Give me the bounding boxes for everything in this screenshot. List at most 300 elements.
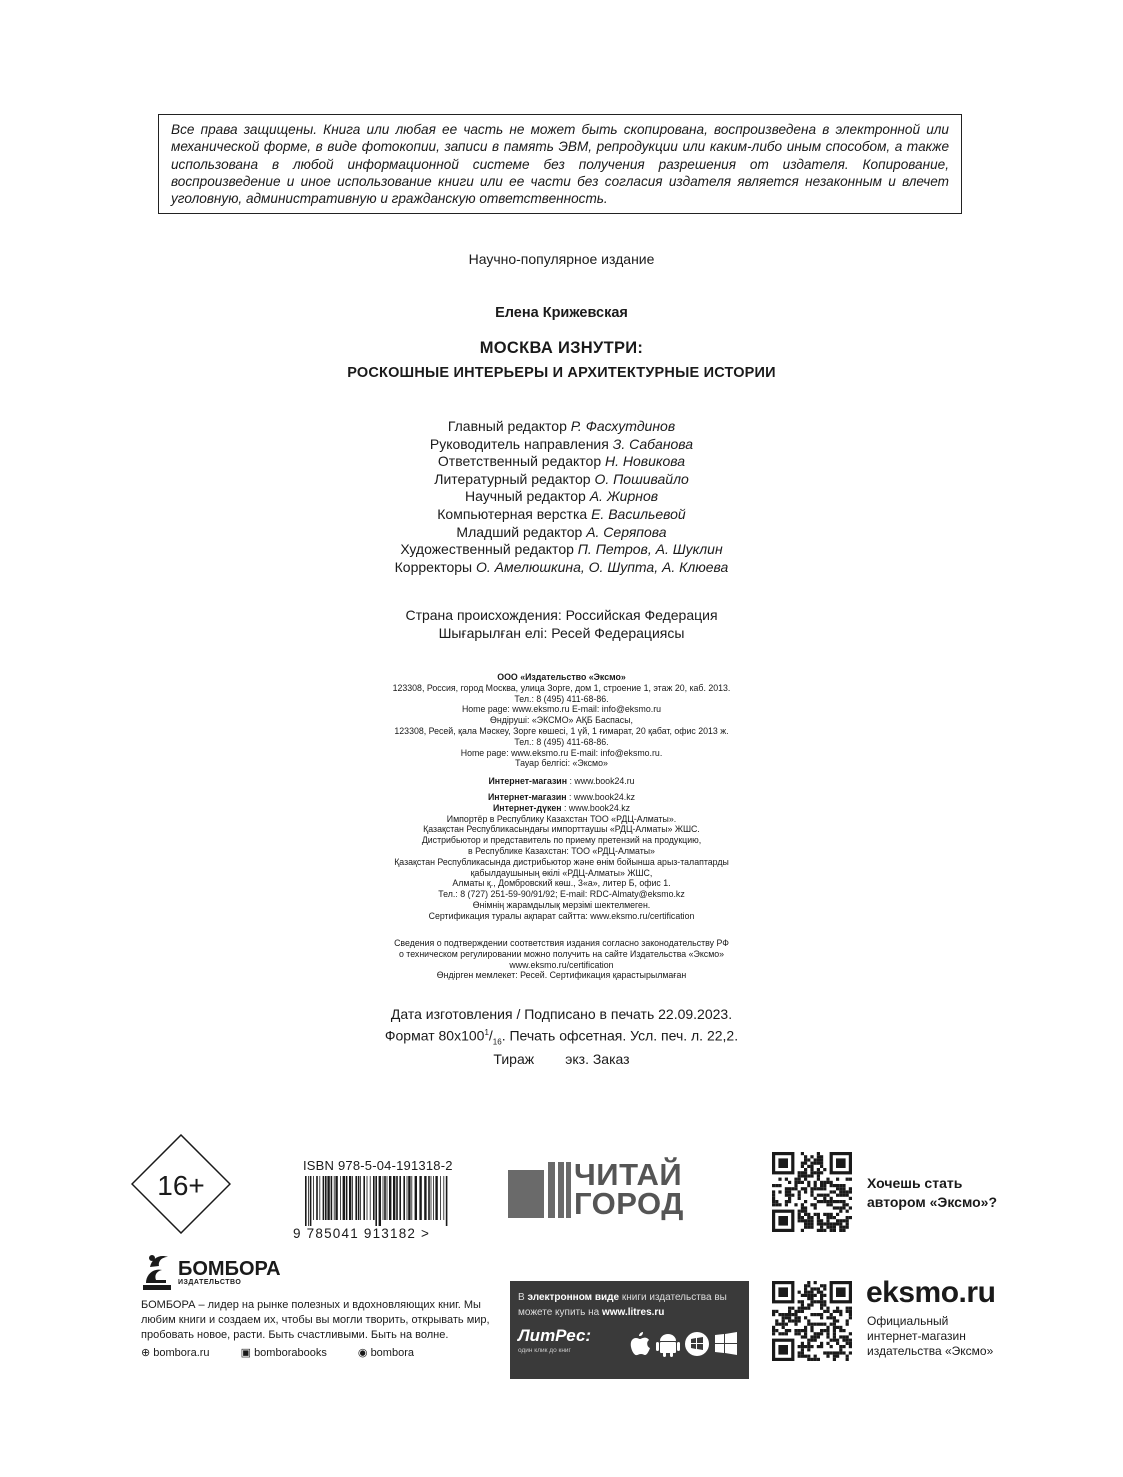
qr-module <box>846 1310 849 1313</box>
qr-module <box>820 1313 823 1316</box>
staff-credit <box>0 453 1123 471</box>
certification-info <box>0 938 1123 981</box>
qr-module <box>823 1229 826 1232</box>
qr-module <box>826 1351 829 1354</box>
qr-module <box>849 1339 852 1342</box>
qr-module <box>810 1294 813 1297</box>
qr-module <box>804 1345 807 1348</box>
qr-module <box>836 1213 839 1216</box>
barcode-bar <box>446 1176 448 1226</box>
qr-module <box>814 1294 817 1297</box>
barcode-bar <box>399 1176 401 1220</box>
print-details <box>0 1006 1123 1068</box>
qr-module <box>788 1313 791 1316</box>
qr-module <box>772 1194 775 1197</box>
qr-module <box>814 1181 817 1184</box>
qr-module <box>801 1210 804 1213</box>
qr-module <box>817 1187 820 1190</box>
qr-module <box>804 1222 807 1225</box>
qr-module <box>820 1158 823 1161</box>
qr-module <box>807 1323 810 1326</box>
staff-credit <box>0 436 1123 454</box>
publisher-line: 123308, Ресей, қала Мәскеу, Зорге көшесі, 1 үй, 1 ғимарат, 20 қабат, офис 2013 ж. <box>394 725 729 736</box>
qr-module <box>820 1171 823 1174</box>
qr-module <box>823 1187 826 1190</box>
qr-module <box>798 1319 801 1322</box>
bombora-sub: ИЗДАТЕЛЬСТВО <box>178 1278 242 1286</box>
qr-module <box>817 1229 820 1232</box>
qr-module <box>775 1200 778 1203</box>
qr-module <box>798 1216 801 1219</box>
qr-module <box>849 1316 852 1319</box>
qr-module <box>817 1219 820 1222</box>
qr-module <box>807 1339 810 1342</box>
qr-module <box>823 1284 826 1287</box>
qr-module <box>846 1190 849 1193</box>
qr-module <box>794 1187 797 1190</box>
distributor-line: Алматы қ., Домбровский көш., 3«а», литер Б, офис 1. <box>452 878 671 889</box>
qr-module <box>791 1187 794 1190</box>
qr-module <box>807 1358 810 1361</box>
qr-module <box>839 1219 842 1222</box>
qr-module <box>826 1329 829 1332</box>
barcode-bar <box>346 1176 348 1220</box>
qr-module <box>842 1335 845 1338</box>
publisher-line: Тел.: 8 (495) 411-68-86. <box>514 736 609 747</box>
qr-code-author <box>772 1152 852 1232</box>
qr-module <box>804 1206 807 1209</box>
qr-code-eksmo <box>772 1281 852 1361</box>
qr-module <box>820 1162 823 1165</box>
qr-module <box>836 1319 839 1322</box>
qr-module <box>801 1165 804 1168</box>
qr-module <box>801 1187 804 1190</box>
qr-module <box>823 1222 826 1225</box>
qr-module <box>836 1200 839 1203</box>
qr-module <box>791 1307 794 1310</box>
social-telegram[interactable]: ◉ bombora <box>357 1347 414 1359</box>
qr-module <box>788 1181 791 1184</box>
qr-module <box>817 1358 820 1361</box>
qr-module <box>826 1326 829 1329</box>
social-vk[interactable]: ▣ bomborabooks <box>240 1347 327 1359</box>
country-of-origin <box>0 606 1123 642</box>
qr-module <box>814 1203 817 1206</box>
barcode-bar <box>370 1176 371 1220</box>
staff-credit <box>0 559 1123 577</box>
qr-module <box>823 1184 826 1187</box>
qr-module <box>782 1313 785 1316</box>
qr-module <box>820 1219 823 1222</box>
qr-module <box>782 1316 785 1319</box>
qr-module <box>839 1226 842 1229</box>
qr-module <box>804 1329 807 1332</box>
qr-module <box>804 1213 807 1216</box>
qr-module <box>814 1300 817 1303</box>
qr-module <box>782 1332 785 1335</box>
qr-module <box>833 1222 836 1225</box>
qr-module <box>804 1294 807 1297</box>
qr-module <box>846 1216 849 1219</box>
qr-module <box>830 1351 833 1354</box>
shop-ru-label: Интернет-магазин <box>488 776 568 786</box>
qr-finder <box>778 1216 788 1226</box>
qr-module <box>814 1162 817 1165</box>
qr-module <box>804 1190 807 1193</box>
qr-module <box>820 1332 823 1335</box>
qr-module <box>788 1316 791 1319</box>
qr-module <box>807 1303 810 1306</box>
qr-module <box>801 1329 804 1332</box>
qr-module <box>817 1332 820 1335</box>
qr-module <box>846 1339 849 1342</box>
qr-module <box>833 1329 836 1332</box>
qr-module <box>833 1335 836 1338</box>
platform-icons <box>627 1329 743 1357</box>
qr-module <box>798 1197 801 1200</box>
qr-module <box>782 1319 785 1322</box>
qr-module <box>820 1297 823 1300</box>
qr-module <box>849 1216 852 1219</box>
qr-module <box>833 1200 836 1203</box>
litres-text: В электронном виде книги издательства вы можете купить на www.litres.ru <box>518 1292 727 1318</box>
qr-module <box>798 1332 801 1335</box>
qr-module <box>826 1335 829 1338</box>
qr-module <box>817 1313 820 1316</box>
qr-module <box>830 1323 833 1326</box>
qr-module <box>846 1355 849 1358</box>
qr-module <box>807 1294 810 1297</box>
qr-module <box>817 1171 820 1174</box>
qr-module <box>849 1197 852 1200</box>
qr-module <box>807 1213 810 1216</box>
qr-module <box>814 1184 817 1187</box>
qr-module <box>830 1226 833 1229</box>
qr-module <box>804 1287 807 1290</box>
qr-module <box>785 1187 788 1190</box>
qr-module <box>830 1339 833 1342</box>
qr-module <box>823 1351 826 1354</box>
qr-module <box>846 1226 849 1229</box>
qr-module <box>798 1219 801 1222</box>
barcode-bar <box>403 1176 405 1220</box>
qr-module <box>820 1284 823 1287</box>
qr-module <box>801 1171 804 1174</box>
eksmo-description: Официальный интернет-магазин издательства «Эксмо» <box>867 1314 994 1358</box>
social-links <box>141 1346 442 1359</box>
age-rating-seal <box>131 1134 231 1234</box>
qr-module <box>820 1155 823 1158</box>
qr-module <box>807 1226 810 1229</box>
staff-credits <box>0 418 1123 576</box>
qr-module <box>817 1300 820 1303</box>
qr-module <box>839 1187 842 1190</box>
qr-module <box>804 1326 807 1329</box>
qr-module <box>820 1229 823 1232</box>
qr-module <box>810 1358 813 1361</box>
qr-module <box>798 1310 801 1313</box>
isbn-digits: 9 785041 913182 > <box>293 1226 431 1241</box>
qr-module <box>842 1194 845 1197</box>
qr-module <box>810 1168 813 1171</box>
qr-module <box>817 1178 820 1181</box>
qr-module <box>785 1190 788 1193</box>
eksmo-site[interactable]: eksmo.ru <box>866 1276 996 1309</box>
qr-module <box>801 1303 804 1306</box>
qr-module <box>846 1342 849 1345</box>
barcode-bar <box>335 1176 337 1220</box>
qr-module <box>839 1194 842 1197</box>
qr-module <box>810 1297 813 1300</box>
qr-module <box>798 1178 801 1181</box>
qr-module <box>823 1329 826 1332</box>
print-format: Формат $80x100^1/_{16}$. Печать офсетная. Усл. печ. л. 22,2. <box>384 1027 739 1047</box>
qr-module <box>778 1184 781 1187</box>
qr-module <box>804 1332 807 1335</box>
barcode-bar <box>363 1176 365 1220</box>
qr-module <box>817 1162 820 1165</box>
qr-module <box>814 1358 817 1361</box>
qr-module <box>842 1190 845 1193</box>
qr-module <box>810 1216 813 1219</box>
qr-module <box>820 1184 823 1187</box>
qr-module <box>772 1329 775 1332</box>
qr-module <box>807 1355 810 1358</box>
qr-module <box>826 1226 829 1229</box>
barcode-bar <box>367 1176 368 1220</box>
staff-name: А. Серяпова <box>586 523 667 540</box>
qr-module <box>801 1219 804 1222</box>
qr-module <box>826 1316 829 1319</box>
qr-module <box>804 1210 807 1213</box>
qr-module <box>836 1355 839 1358</box>
publisher-line: Тел.: 8 (495) 411-68-86. <box>514 693 609 704</box>
qr-module <box>839 1329 842 1332</box>
qr-module <box>798 1351 801 1354</box>
staff-role: Компьютерная верстка <box>437 505 592 522</box>
qr-module <box>801 1310 804 1313</box>
qr-module <box>820 1181 823 1184</box>
staff-name: З. Сабанова <box>612 435 694 452</box>
social-site[interactable]: ⊕ bombora.ru <box>141 1347 210 1359</box>
qr-module <box>814 1355 817 1358</box>
qr-module <box>807 1222 810 1225</box>
qr-module <box>804 1174 807 1177</box>
qr-module <box>826 1181 829 1184</box>
distributor-line: Сертификация туралы ақпарат сайтта: www.eksmo.ru/certification <box>428 910 695 921</box>
qr-module <box>820 1194 823 1197</box>
qr-module <box>772 1326 775 1329</box>
qr-module <box>839 1351 842 1354</box>
qr-module <box>801 1335 804 1338</box>
qr-module <box>788 1307 791 1310</box>
qr-module <box>846 1222 849 1225</box>
qr-module <box>836 1194 839 1197</box>
staff-credit <box>0 541 1123 559</box>
barcode-bar <box>349 1176 351 1220</box>
qr-module <box>804 1158 807 1161</box>
qr-module <box>810 1329 813 1332</box>
qr-module <box>807 1181 810 1184</box>
qr-module <box>836 1310 839 1313</box>
qr-module <box>846 1358 849 1361</box>
windows-phone-icon <box>685 1332 709 1356</box>
qr-module <box>810 1171 813 1174</box>
author-invite: Хочешь стать автором «Эксмо»? <box>867 1175 998 1210</box>
staff-name: Н. Новикова <box>605 453 686 470</box>
qr-module <box>836 1339 839 1342</box>
qr-module <box>833 1316 836 1319</box>
qr-module <box>804 1171 807 1174</box>
barcode-bar <box>308 1176 309 1226</box>
qr-module <box>839 1210 842 1213</box>
qr-module <box>817 1345 820 1348</box>
litres-banner[interactable] <box>510 1281 749 1379</box>
qr-module <box>810 1187 813 1190</box>
qr-module <box>830 1213 833 1216</box>
qr-module <box>826 1194 829 1197</box>
qr-module <box>804 1355 807 1358</box>
qr-module <box>823 1300 826 1303</box>
qr-module <box>820 1165 823 1168</box>
qr-module <box>826 1219 829 1222</box>
qr-module <box>823 1194 826 1197</box>
qr-module <box>810 1326 813 1329</box>
staff-role: Главный редактор <box>447 418 571 434</box>
qr-module <box>849 1206 852 1209</box>
qr-module <box>804 1284 807 1287</box>
chitai-gorod-logo-text: ЧИТАЙ ГОРОД <box>574 1157 684 1221</box>
qr-module <box>839 1310 842 1313</box>
distributor-line: Импортёр в Республику Казахстан ТОО «РДЦ-Алматы». <box>446 813 677 824</box>
qr-module <box>810 1174 813 1177</box>
author-name: Елена Крижевская <box>495 305 628 321</box>
qr-module <box>810 1345 813 1348</box>
qr-module <box>794 1316 797 1319</box>
qr-module <box>833 1332 836 1335</box>
bombora-name: БОМБОРА <box>178 1257 281 1280</box>
qr-module <box>830 1216 833 1219</box>
qr-module <box>807 1284 810 1287</box>
qr-module <box>810 1323 813 1326</box>
publisher-line: Тауар белгісі: «Эксмо» <box>515 758 608 769</box>
qr-module <box>817 1216 820 1219</box>
qr-module <box>801 1206 804 1209</box>
qr-module <box>830 1313 833 1316</box>
barcode-bar <box>396 1176 398 1220</box>
qr-module <box>836 1351 839 1354</box>
qr-module <box>778 1203 781 1206</box>
qr-module <box>836 1326 839 1329</box>
barcode-bar <box>419 1176 421 1220</box>
bombora-wave-icon <box>140 1252 174 1292</box>
qr-module <box>810 1155 813 1158</box>
qr-module <box>846 1335 849 1338</box>
barcode-bar <box>352 1176 353 1220</box>
distributor-line: қабылдаушының өкілі «РДЦ-Алматы» ЖШС, <box>470 867 653 878</box>
qr-module <box>801 1355 804 1358</box>
qr-module <box>836 1178 839 1181</box>
book-title: МОСКВА ИЗНУТРИ: <box>479 339 644 357</box>
qr-module <box>785 1313 788 1316</box>
shop-ru-value: : www.book24.ru <box>567 776 635 786</box>
qr-module <box>836 1222 839 1225</box>
qr-module <box>817 1152 820 1155</box>
qr-module <box>772 1310 775 1313</box>
qr-module <box>817 1323 820 1326</box>
book-subtitle: РОСКОШНЫЕ ИНТЕРЬЕРЫ И АРХИТЕКТУРНЫЕ ИСТОРИИ <box>347 365 776 381</box>
qr-module <box>798 1316 801 1319</box>
qr-module <box>794 1178 797 1181</box>
staff-role: Корректоры <box>394 558 477 575</box>
qr-module <box>826 1203 829 1206</box>
qr-module <box>830 1229 833 1232</box>
qr-module <box>778 1190 781 1193</box>
qr-module <box>798 1355 801 1358</box>
barcode-bar <box>389 1176 391 1220</box>
qr-module <box>798 1194 801 1197</box>
barcode-bar <box>334 1176 335 1220</box>
qr-module <box>804 1226 807 1229</box>
qr-module <box>839 1335 842 1338</box>
qr-module <box>842 1206 845 1209</box>
qr-module <box>810 1165 813 1168</box>
barcode-bar <box>310 1176 312 1226</box>
qr-module <box>794 1313 797 1316</box>
qr-module <box>785 1194 788 1197</box>
qr-module <box>849 1332 852 1335</box>
barcode-bar <box>373 1176 375 1220</box>
distributor-line: Қазақстан Республикасында дистрибьютор және өнім бойынша арыз-талаптарды <box>394 856 729 867</box>
qr-module <box>801 1351 804 1354</box>
distributor-line: Тел.: 8 (727) 251-59-90/91/92; E-mail: RDC-Almaty@eksmo.kz <box>438 889 685 900</box>
qr-module <box>801 1348 804 1351</box>
qr-module <box>820 1291 823 1294</box>
qr-module <box>836 1219 839 1222</box>
distributor-line: Өнімнің жарамдылық мерзімі шектелмеген. <box>472 899 651 910</box>
qr-module <box>810 1194 813 1197</box>
android-icon <box>656 1334 680 1357</box>
barcode-bar <box>316 1176 318 1220</box>
qr-module <box>807 1297 810 1300</box>
barcode-bar <box>383 1176 384 1220</box>
qr-module <box>772 1313 775 1316</box>
qr-module <box>833 1358 836 1361</box>
qr-module <box>798 1345 801 1348</box>
distributor-info <box>0 792 1123 922</box>
qr-module <box>836 1307 839 1310</box>
distributor-line: в Республике Казахстан: ТОО «РДЦ-Алматы» <box>468 845 655 856</box>
qr-module <box>807 1219 810 1222</box>
barcode-bar <box>327 1176 329 1220</box>
qr-module <box>839 1348 842 1351</box>
qr-module <box>814 1171 817 1174</box>
qr-module <box>823 1310 826 1313</box>
qr-module <box>798 1210 801 1213</box>
qr-module <box>782 1323 785 1326</box>
qr-module <box>794 1181 797 1184</box>
qr-module <box>826 1355 829 1358</box>
qr-module <box>794 1323 797 1326</box>
print-date: Дата изготовления / Подписано в печать 22.09.2023. <box>390 1006 733 1022</box>
certification-line: www.eksmo.ru/certification <box>509 959 614 970</box>
qr-module <box>801 1152 804 1155</box>
qr-module <box>842 1351 845 1354</box>
qr-module <box>839 1229 842 1232</box>
qr-module <box>849 1307 852 1310</box>
qr-module <box>804 1178 807 1181</box>
qr-module <box>788 1329 791 1332</box>
